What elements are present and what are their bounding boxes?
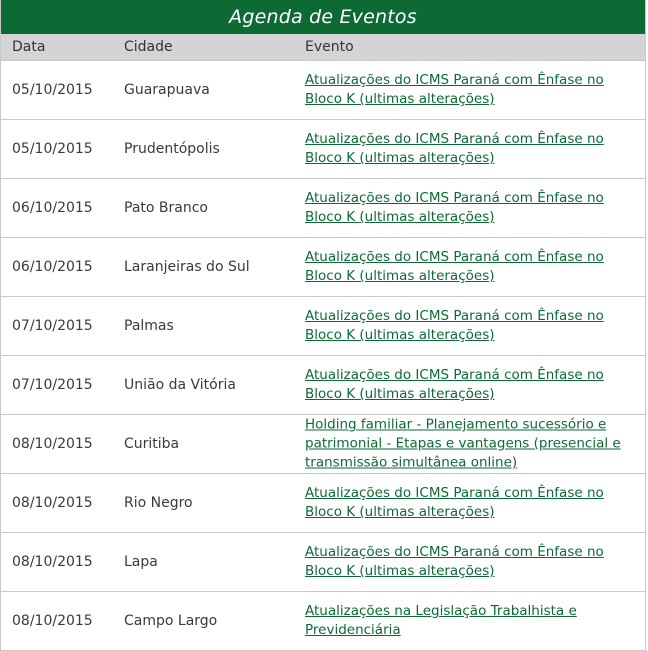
table-row (1, 356, 645, 415)
table-header (1, 34, 645, 61)
row-date: 07/10/2015 (12, 318, 93, 334)
row-city: Curitiba (124, 436, 180, 452)
row-city: Guarapuava (124, 82, 210, 98)
table-row (1, 533, 645, 592)
event-link[interactable]: Atualizações do ICMS Paraná com Ênfase no Bloco K (ultimas alterações) (305, 485, 604, 520)
event-link[interactable]: Atualizações do ICMS Paraná com Ênfase no Bloco K (ultimas alterações) (305, 544, 604, 579)
row-date: 05/10/2015 (12, 141, 93, 157)
row-date: 06/10/2015 (12, 259, 93, 275)
row-date: 08/10/2015 (12, 613, 93, 629)
table-row (1, 474, 645, 533)
row-date: 07/10/2015 (12, 377, 93, 393)
row-date: 08/10/2015 (12, 554, 93, 570)
header-date: Data (12, 39, 46, 55)
event-link[interactable]: Atualizações na Legislação Trabalhista e Previdenciária (305, 603, 577, 638)
agenda-title-bar (1, 0, 645, 34)
table-row (1, 61, 645, 120)
row-city: Palmas (124, 318, 174, 334)
table-row (1, 238, 645, 297)
row-city: Lapa (124, 554, 158, 570)
row-city: União da Vitória (124, 377, 236, 393)
table-row (1, 179, 645, 238)
event-link[interactable]: Atualizações do ICMS Paraná com Ênfase no Bloco K (ultimas alterações) (305, 249, 604, 284)
event-link[interactable]: Atualizações do ICMS Paraná com Ênfase no Bloco K (ultimas alterações) (305, 131, 604, 166)
event-link[interactable]: Atualizações do ICMS Paraná com Ênfase no Bloco K (ultimas alterações) (305, 367, 604, 402)
event-link[interactable]: Holding familiar - Planejamento sucessório e patrimonial - Etapas e vantagens (presencial e transmissão simultânea online) (305, 416, 621, 471)
event-link[interactable]: Atualizações do ICMS Paraná com Ênfase no Bloco K (ultimas alterações) (305, 190, 604, 225)
table-row (1, 297, 645, 356)
header-city: Cidade (124, 39, 173, 55)
row-city: Pato Branco (124, 200, 208, 216)
event-link[interactable]: Atualizações do ICMS Paraná com Ênfase no Bloco K (ultimas alterações) (305, 308, 604, 343)
row-date: 08/10/2015 (12, 495, 93, 511)
table-row (1, 592, 645, 650)
header-event: Evento (305, 39, 354, 55)
row-city: Rio Negro (124, 495, 193, 511)
row-city: Laranjeiras do Sul (124, 259, 250, 275)
row-city: Prudentópolis (124, 141, 220, 157)
table-row (1, 120, 645, 179)
row-date: 08/10/2015 (12, 436, 93, 452)
table-row (1, 415, 645, 474)
agenda-title: Agenda de Eventos (229, 6, 417, 28)
row-city: Campo Largo (124, 613, 218, 629)
event-link[interactable]: Atualizações do ICMS Paraná com Ênfase no Bloco K (ultimas alterações) (305, 72, 604, 107)
row-date: 05/10/2015 (12, 82, 93, 98)
row-date: 06/10/2015 (12, 200, 93, 216)
